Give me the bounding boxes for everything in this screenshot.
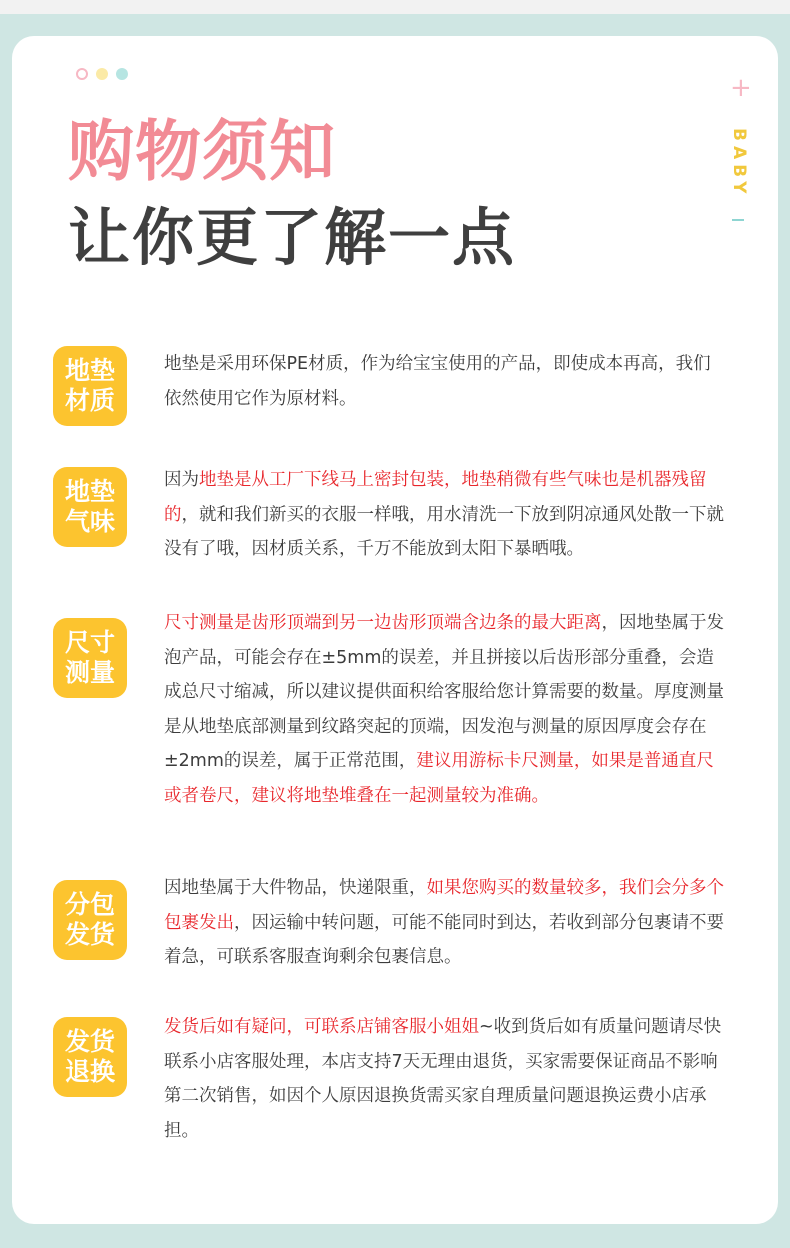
section-badge: 尺寸 测量 xyxy=(53,618,127,698)
text-part: 因地垫属于大件物品，快递限重， xyxy=(164,878,427,898)
section-text xyxy=(164,1010,724,1148)
text-part: ，就和我们新买的衣服一样哦，用水清洗一下放到阴凉通风处散一下就没有了哦，因材质关系，千万不能放到太阳下暴晒哦。 xyxy=(164,504,724,559)
page-title: 购物须知 xyxy=(68,113,336,190)
page-subtitle: 让你更了解一点 xyxy=(68,201,517,274)
decorative-dots xyxy=(76,68,128,80)
highlight-text: 建议用游标卡尺测量，如果是普通直尺或者卷尺，建议将地垫堆叠在一起测量较为准确。 xyxy=(164,751,714,806)
plus-decoration-icon: + xyxy=(730,73,752,103)
text-part: ~收到货后如有质量问题请尽快联系小店客服处理，本店支持7天无理由退货，买家需要保证商品不影响第二次销售，如因个人原因退换货需买家自理质量问题退换运费小店承担。 xyxy=(164,1017,722,1141)
dash-decoration xyxy=(732,219,744,221)
section-text xyxy=(164,347,724,416)
baby-vertical-text: BABY xyxy=(729,128,749,199)
section-badge: 发货 退换 xyxy=(53,1017,127,1097)
yellow-dot xyxy=(96,68,108,80)
highlight-text: 如果您购买的数量较多，我们会分多个包裹发出 xyxy=(164,878,724,933)
section-text xyxy=(164,463,724,567)
teal-dot xyxy=(116,68,128,80)
section-badge: 地垫 气味 xyxy=(53,467,127,547)
highlight-text: 尺寸测量是齿形顶端到另一边齿形顶端含边条的最大距离 xyxy=(164,613,602,633)
highlight-text: 发货后如有疑问，可联系店铺客服小姐姐 xyxy=(164,1017,479,1037)
section-text xyxy=(164,606,724,813)
section-badge: 地垫 材质 xyxy=(53,346,127,426)
notice-card xyxy=(12,36,778,1224)
section-text xyxy=(164,871,724,975)
text-part: 地垫是采用环保PE材质，作为给宝宝使用的产品，即使成本再高，我们依然使用它作为原材料。 xyxy=(164,354,711,409)
pink-ring-dot xyxy=(76,68,88,80)
text-part: ，因地垫属于发泡产品，可能会存在±5mm的误差，并且拼接以后齿形部分重叠，会造成总尺寸缩减，所以建议提供面积给客服给您计算需要的数量。厚度测量是从地垫底部测量到纹路突起的顶端，因发泡与测量的原因厚度会存在±2mm的误差，属于正常范围， xyxy=(164,613,724,771)
highlight-text: 地垫是从工厂下线马上密封包装，地垫稍微有些气味也是机器残留的 xyxy=(164,470,707,525)
section-badge: 分包 发货 xyxy=(53,880,127,960)
text-part: 因为 xyxy=(164,470,199,490)
top-strip xyxy=(0,0,790,14)
text-part: ，因运输中转问题，可能不能同时到达，若收到部分包裹请不要着急，可联系客服查询剩余包裹信息。 xyxy=(164,912,724,967)
